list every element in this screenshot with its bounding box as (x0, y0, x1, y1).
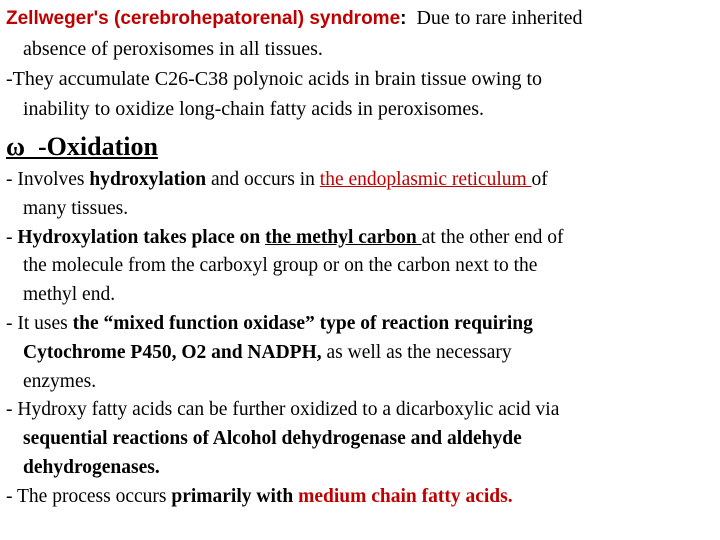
bullet-2-line-1 (6, 224, 711, 253)
endoplasmic-reticulum-link-text: the endoplasmic reticulum (319, 169, 532, 190)
bullet-1-text-3: of (531, 169, 548, 190)
bullet-3-bold: the “mixed function oxidase” type of reaction requiring (72, 312, 533, 334)
bullet-3-line-3: enzymes. (23, 370, 97, 392)
intro-line-2: absence of peroxisomes in all tissues. (23, 38, 323, 60)
bullet-list (6, 166, 711, 512)
bullet-1-line-1 (6, 166, 711, 195)
bullet-2-dash: - (6, 226, 18, 248)
bullet-2-bold: Hydroxylation takes place on (17, 226, 266, 248)
intro-line-4: inability to oxidize long-chain fatty acids in peroxisomes. (23, 98, 485, 120)
bullet-2-line-2: the molecule from the carboxyl group or on the carbon next to the (23, 255, 538, 277)
bullet-5-bold: primarily with (171, 485, 299, 507)
bullet-4-line-1: - Hydroxy fatty acids can be further oxidized to a dicarboxylic acid via (6, 399, 560, 421)
syndrome-title: Zellweger's (cerebrohepatorenal) syndrome (6, 8, 401, 29)
intro-paragraph (6, 3, 711, 124)
bullet-1-text: - Involves (6, 169, 90, 190)
bullet-4-line-2: sequential reactions of Alcohol dehydrogenase and aldehyde (23, 428, 522, 450)
bullet-5-text: - The process occurs (6, 485, 172, 507)
intro-line-1 (6, 3, 711, 34)
methyl-carbon-text: the methyl carbon (265, 226, 422, 248)
bullet-2-line-3: methyl end. (23, 284, 116, 306)
title-colon: : (400, 8, 407, 29)
medium-chain-fatty-acids-text: medium chain fatty acids. (298, 485, 513, 507)
omega-oxidation-heading: ω -Oxidation (6, 132, 158, 161)
bullet-3-line-2 (6, 339, 711, 368)
bullet-1-line-2: many tissues. (23, 197, 129, 219)
bullet-1-text-2: and occurs in (206, 169, 320, 190)
intro-text-1: Due to rare inherited (406, 7, 583, 29)
bullet-3-text-2: as well as the necessary (321, 341, 512, 363)
bullet-3-text: - It uses (6, 312, 73, 334)
bullet-5-line-1 (6, 483, 711, 512)
bullet-2-text: at the other end of (421, 226, 564, 248)
intro-line-3: -They accumulate C26-C38 polynoic acids in brain tissue owing to (6, 68, 542, 90)
bullet-3-line-1 (6, 310, 711, 339)
bullet-4-line-3: dehydrogenases. (23, 456, 160, 478)
bullet-1-bold: hydroxylation (89, 169, 207, 190)
bullet-3-bold-2: Cytochrome P450, O2 and NADPH, (23, 341, 322, 363)
